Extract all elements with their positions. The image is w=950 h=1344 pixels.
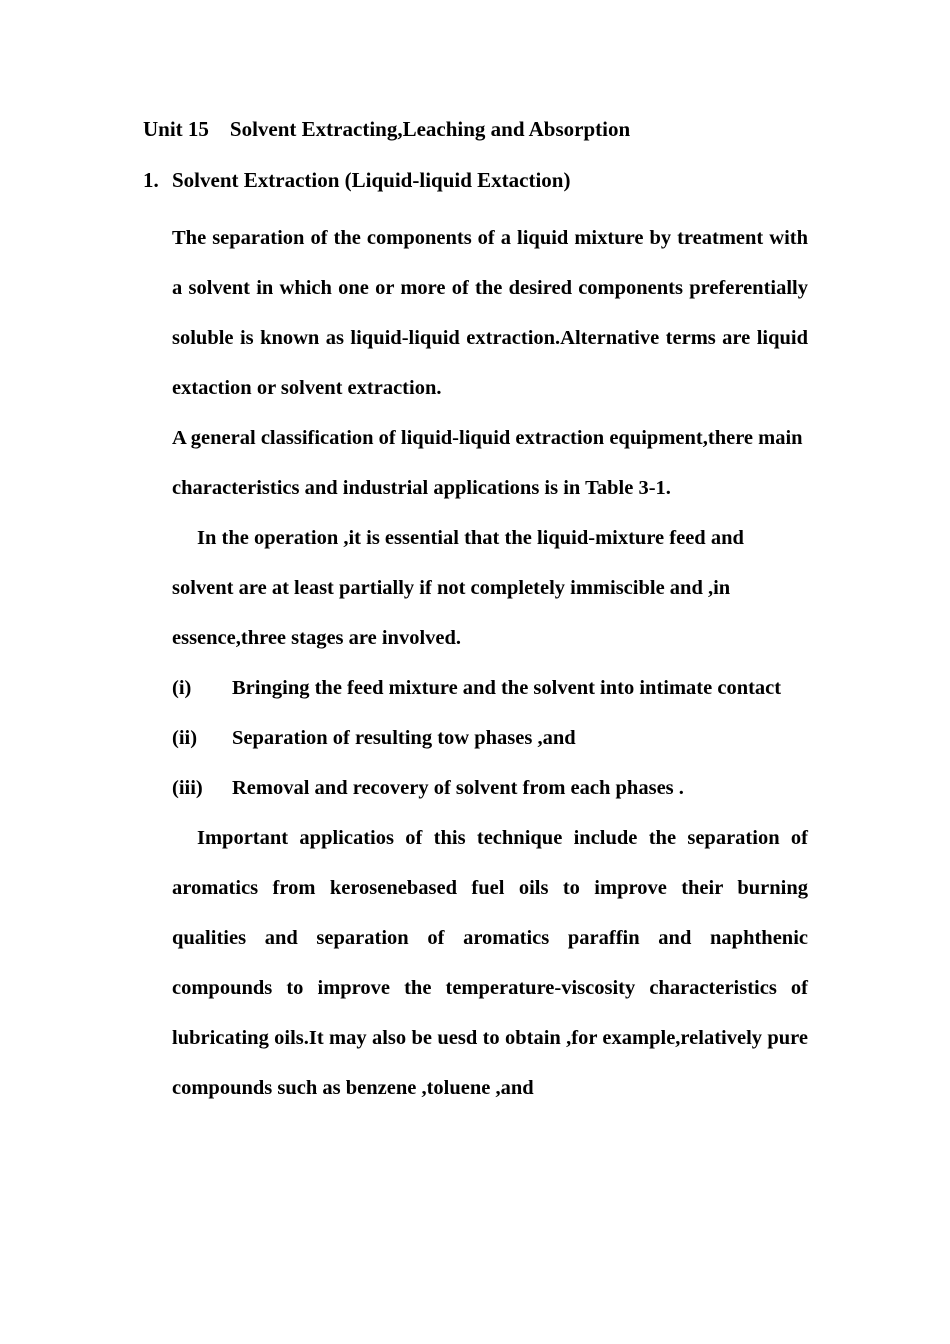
section-number: 1. <box>143 168 159 192</box>
body-block-applications <box>172 813 808 1113</box>
list-item-label: Removal and recovery of solvent from each phases . <box>232 777 684 799</box>
list-item-marker: (ii) <box>172 727 198 749</box>
list-item-label: Separation of resulting tow phases ,and <box>232 727 576 749</box>
body-block <box>172 213 808 663</box>
stages-list <box>172 663 808 813</box>
paragraph-operation: In the operation ,it is essential that the liquid-mixture feed and solvent are at least partially if not completely immiscible and ,in essence,three stages are involved. <box>172 527 744 649</box>
paragraph-applications: Important applicatios of this technique include the separation of aromatics from kerosenebased fuel oils to improve their burning qualities and separation of aromatics paraffin and naphthenic compounds to improve the temperature-viscosity characteristics of lubricating oils.It may also be uesd to obtain ,for example,relatively pure compounds such as benzene ,toluene ,and <box>172 827 808 1099</box>
document-title: Unit 15 Solvent Extracting,Leaching and Absorption <box>143 117 631 141</box>
list-item <box>172 763 808 813</box>
list-item <box>172 713 808 763</box>
document-content <box>143 112 808 1113</box>
list-item-marker: (i) <box>172 677 192 699</box>
paragraph-classification: A general classification of liquid-liquid extraction equipment,there main characteristics and industrial applications is in Table 3-1. <box>172 427 803 499</box>
list-item-marker: (iii) <box>172 777 203 799</box>
paragraph-definition: The separation of the components of a liquid mixture by treatment with a solvent in which one or more of the desired components preferentially soluble is known as liquid-liquid extraction.Alternative terms are liquid extaction or solvent extraction. <box>172 227 808 399</box>
list-item-label: Bringing the feed mixture and the solvent into intimate contact <box>232 677 782 699</box>
section-heading <box>143 163 808 197</box>
section-heading-label: Solvent Extraction (Liquid-liquid Extaction) <box>172 168 571 192</box>
list-item <box>172 663 808 713</box>
